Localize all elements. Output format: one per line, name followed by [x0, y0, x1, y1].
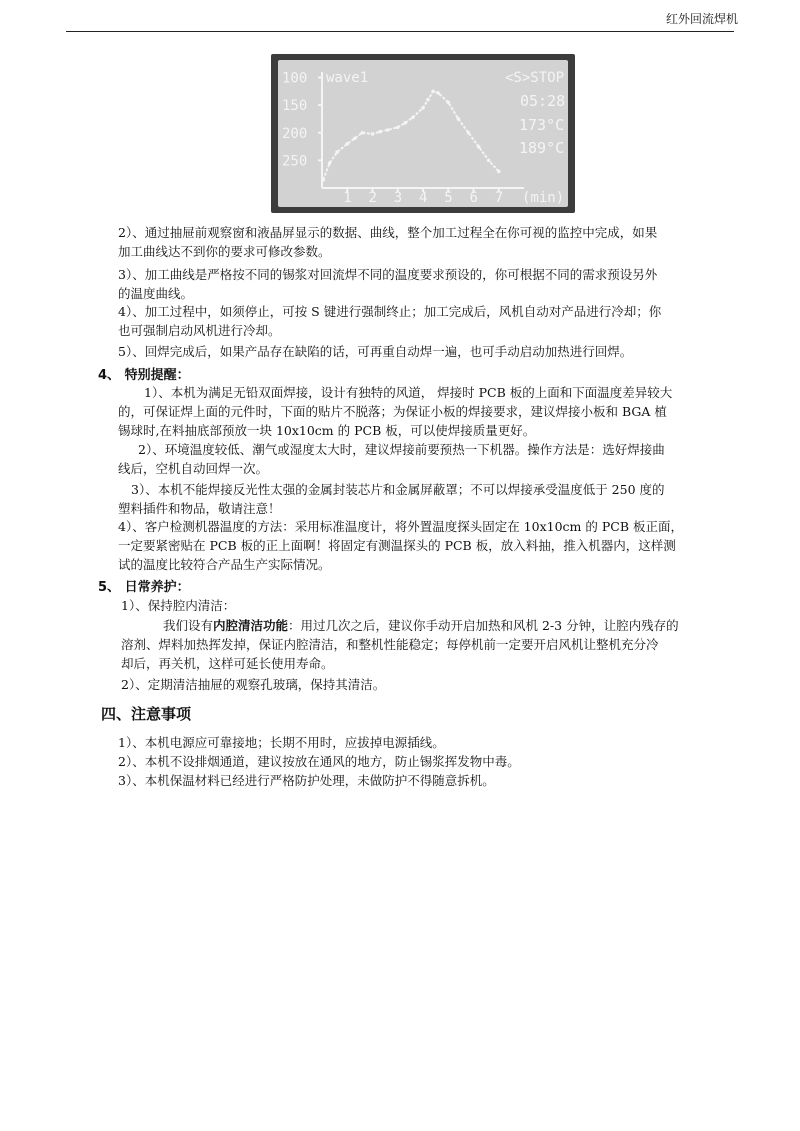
lcd-curve-point	[436, 91, 440, 95]
para-3-3-line-1: 3）、加工曲线是严格按不同的锡浆对回流焊不同的温度要求预设的，你可根据不同的需求预设另外	[118, 267, 658, 282]
heading-notes: 四、注意事项	[101, 705, 192, 723]
lcd-curve-point	[411, 115, 415, 119]
para-5-1-post: ：用过几次之后，建议你手动开启加热和风机 2-3 分钟，让腔内残存的	[288, 618, 679, 633]
para-4-3-line-2: 塑料插件和物品，敬请注意！	[118, 501, 281, 516]
lcd-x-tick-label: 1	[343, 190, 352, 206]
para-5-1-line-2: 溶剂、焊料加热挥发掉，保证内腔清洁，和整机性能稳定；每停机前一定要开启风机让整机充分冷	[121, 637, 659, 652]
lcd-curve-point	[487, 159, 491, 163]
lcd-curve-point	[421, 106, 425, 110]
lcd-chart	[278, 60, 568, 207]
lcd-y-tick-label: 150	[282, 98, 308, 115]
para-4-4-line-1: 4）、客户检测机器温度的方法：采用标准温度计，将外置温度探头固定在 10x10cm 的 PCB 板正面，	[118, 519, 683, 534]
para-3-5: 5）、回焊完成后，如果产品存在缺陷的话，可再重自动焊一遍，也可手动启动加热进行回焊。	[118, 344, 633, 359]
lcd-chart-title: wave1	[326, 70, 369, 86]
lcd-y-tick-label: 100	[282, 70, 308, 87]
para-4-4-line-2: 一定要紧密贴在 PCB 板的正上面啊！将固定有测温探头的 PCB 板，放入料抽，推入机器内，这样测	[118, 538, 676, 553]
lcd-curve-point	[404, 121, 408, 125]
lcd-x-tick-label: 3	[393, 190, 403, 206]
heading-special-reminder: 4、 特别提醒：	[98, 368, 190, 383]
para-4-1-line-1: 1）、本机为满足无铅双面焊接，设计有独特的风道， 焊接时 PCB 板的上面和下面温度差异较大	[144, 385, 673, 400]
lcd-temp-2: 189°C	[519, 139, 565, 157]
para-4-1-line-3: 锡球时,在料抽底部预放一块 10x10cm 的 PCB 板，可以使焊接质量更好。	[118, 423, 536, 438]
para-3-4-line-2: 也可强制启动风机进行冷却。	[118, 323, 281, 338]
para-5-1-line-3: 却后，再关机，这样可延长使用寿命。	[121, 656, 334, 671]
lcd-curve-point	[477, 145, 481, 149]
para-4-3-line-1: 3）、本机不能焊接反光性太强的金属封装芯片和金属屏蔽罩；不可以焊接承受温度低于 250 度的	[131, 482, 665, 497]
lcd-curve-point	[396, 125, 400, 129]
lcd-curve-point	[378, 130, 382, 134]
lcd-curve-point	[497, 170, 501, 174]
lcd-curve-point	[371, 132, 375, 136]
para-4-2-line-1: 2）、环境温度较低、潮气或湿度太大时，建议焊接前要预热一下机器。操作方法是：选好焊接曲	[138, 442, 665, 457]
lcd-curve-point	[426, 98, 430, 102]
para-4-2-line-2: 线后，空机自动回焊一次。	[118, 461, 269, 476]
lcd-y-tick-label: 200	[282, 125, 308, 142]
lcd-time: 05:28	[520, 92, 566, 110]
para-3-4-line-1: 4）、加工过程中，如须停止，可按 S 键进行强制终止；加工完成后，风机自动对产品进行冷却；你	[118, 304, 662, 319]
lcd-x-tick-label: 5	[444, 190, 453, 206]
para-5-1-line-1	[163, 616, 679, 635]
lcd-temp-1: 173°C	[519, 116, 565, 134]
lcd-curve-point	[446, 101, 450, 105]
lcd-y-tick-label: 250	[282, 153, 308, 170]
inner-clean-function-label: 内腔清洁功能	[213, 618, 289, 633]
lcd-screen	[271, 54, 575, 213]
page-header-title: 红外回流焊机	[665, 12, 738, 26]
lcd-x-tick-label: 7	[494, 190, 504, 206]
lcd-curve-point	[353, 136, 357, 140]
lcd-display	[278, 60, 568, 207]
lcd-x-tick-label: 2	[368, 190, 377, 206]
lcd-curve-point	[467, 131, 471, 135]
note-1: 1）、本机电源应可靠接地；长期不用时，应拔掉电源插线。	[118, 735, 445, 750]
lcd-x-tick-label: 6	[469, 190, 478, 206]
lcd-curve-point	[431, 90, 435, 94]
para-4-1-line-2: 的，可保证焊上面的元件时，下面的贴片不脱落；为保证小板的焊接要求，建议焊接小板和 BGA 植	[118, 404, 667, 419]
lcd-temperature-curve	[323, 91, 498, 179]
lcd-curve-point	[345, 142, 349, 146]
lcd-curve-point	[361, 131, 365, 135]
lcd-curve-point	[328, 161, 332, 165]
note-3: 3）、本机保温材料已经进行严格防护处理，未做防护不得随意拆机。	[118, 773, 495, 788]
para-3-2-line-1: 2）、通过抽屉前观察窗和液晶屏显示的数据、曲线，整个加工过程全在你可视的监控中完成，如果	[118, 225, 658, 240]
note-2: 2）、本机不设排烟通道，建议按放在通风的地方，防止锡浆挥发物中毒。	[118, 754, 520, 769]
lcd-curve-point	[321, 178, 325, 182]
header-rule	[66, 31, 734, 32]
para-4-4-line-3: 试的温度比较符合产品生产实际情况。	[118, 557, 331, 572]
para-5-1: 1）、保持腔内清洁：	[121, 598, 236, 613]
lcd-x-tick-label: 4	[419, 190, 428, 206]
lcd-curve-point	[457, 117, 461, 121]
lcd-curve-point	[335, 150, 339, 154]
lcd-x-unit: (min)	[522, 190, 565, 206]
para-3-3-line-2: 的温度曲线。	[118, 286, 194, 301]
lcd-curve-point	[386, 128, 390, 132]
para-5-2: 2）、定期清洁抽屉的观察孔玻璃，保持其清洁。	[121, 677, 386, 692]
heading-daily-maintenance: 5、 日常养护：	[98, 580, 190, 595]
para-5-1-pre: 我们设有	[163, 618, 214, 633]
lcd-status: <S>STOP	[505, 70, 565, 86]
para-3-2-line-2: 加工曲线达不到你的要求可修改参数。	[118, 244, 331, 259]
